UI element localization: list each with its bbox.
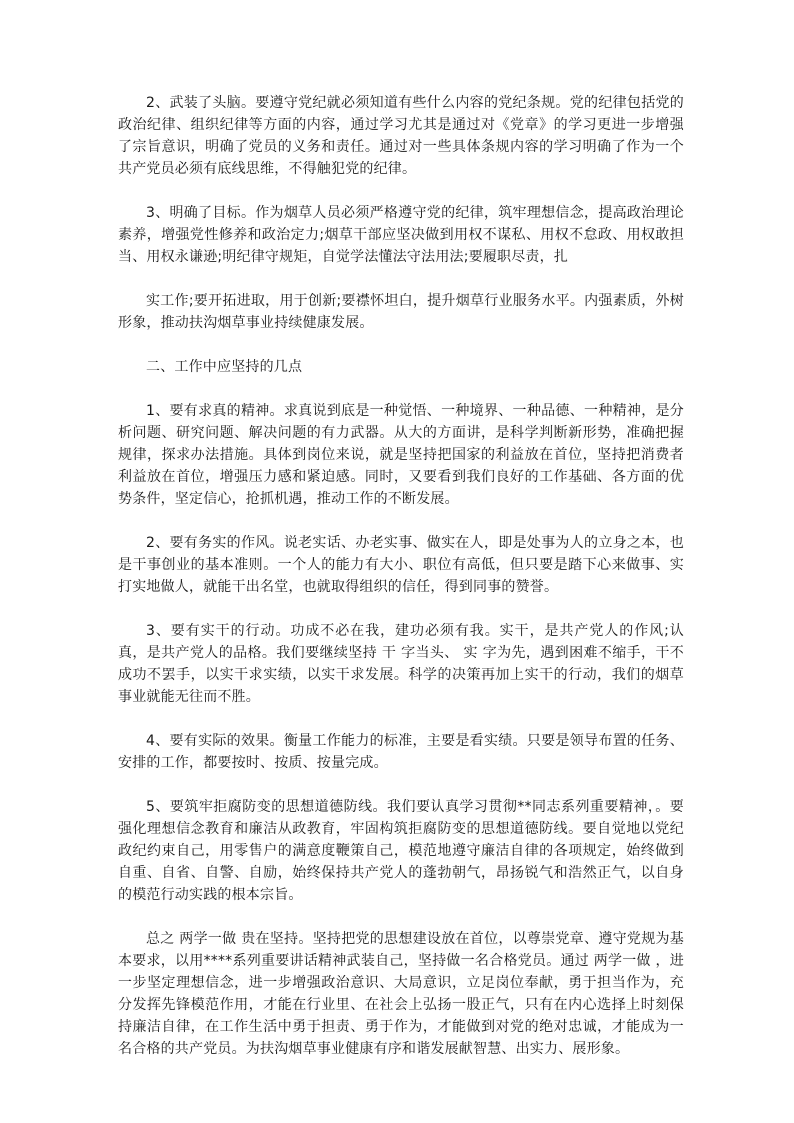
document-body <box>118 92 684 1060</box>
paragraph-armed-mind: 2、武装了头脑。要遵守党纪就必须知道有些什么内容的党纪条规。党的纪律包括党的政治纪律、组织纪律等方面的内容，通过学习尤其是通过对《党章》的学习更进一步增强了宗旨意识，明确了党员的义务和责任。通过对一些具体条规内容的学习明确了作为一个共产党员必须有底线思维，不得触犯党的纪律。 <box>118 95 684 177</box>
paragraph-conclusion: 总之 两学一做 贵在坚持。坚持把党的思想建设放在首位，以尊崇党章、遵守党规为基本要求，以用****系列重要讲话精神武装自己，坚持做一名合格党员。通过 两学一做 ，进一步坚定理想信念，进一步增强政治意识、大局意识，立足岗位奉献，勇于担当作为，充分发挥先锋模范作用，才能在行业里、在社会上弘扬一股正气，只有在内心选择上时刻保持廉洁自律，在工作生活中勇于担责、勇于作为，才能做到对党的绝对忠诚，才能成为一名合格的共产党员。为扶沟烟草事业健康有序和谐发展献智慧、出实力、展形象。 <box>118 931 684 1057</box>
paragraph-continuation: 实工作;要开拓进取，用于创新;要襟怀坦白，提升烟草行业服务水平。内强素质，外树形象，推动扶沟烟草事业持续健康发展。 <box>118 293 684 331</box>
section-heading: 二、工作中应坚持的几点 <box>146 359 303 375</box>
paragraph-gap <box>118 268 684 290</box>
paragraph-actual-results: 4、要有实际的效果。衡量工作能力的标准，主要是看实绩。只要是领导布置的任务、安排的工作，都要按时、按质、按量完成。 <box>118 733 684 771</box>
paragraph-gap <box>118 708 684 730</box>
paragraph-clear-goal: 3、明确了目标。作为烟草人员必须严格遵守党的纪律，筑牢理想信念，提高政治理论素养，增强党性修养和政治定力;烟草干部应坚决做到用权不谋私、用权不怠政、用权敢担当、用权永谦逊;明纪律守规矩，自觉学法懂法守法用法;要履职尽责，扎 <box>118 205 684 265</box>
paragraph-gap <box>118 774 684 796</box>
paragraph-gap <box>118 180 684 202</box>
paragraph-truth-seeking: 1、要有求真的精神。求真说到底是一种觉悟、一种境界、一种品德、一种精神，是分析问题、研究问题、解决问题的有力武器。从大的方面讲，是科学判断新形势，准确把握规律，探求办法措施。具体到岗位来说，就是坚持把国家的利益放在首位，坚持把消费者利益放在首位，增强压力感和紧迫感。同时，又要看到我们良好的工作基础、各方面的优势条件，坚定信心，抢抓机遇，推动工作的不断发展。 <box>118 403 684 507</box>
paragraph-practical-action: 3、要有实干的行动。功成不必在我，建功必须有我。实干，是共产党人的作风;认真，是共产党人的品格。我们要继续坚持 干 字当头、 实 字为先，遇到困难不缩手，干不成功不罢手，以实干求实绩，以实干求发展。科学的决策再加上实干的行动，我们的烟草事业就能无往而不胜。 <box>118 623 684 705</box>
paragraph-gap <box>118 378 684 400</box>
paragraph-gap <box>118 598 684 620</box>
paragraph-anti-corruption: 5、要筑牢拒腐防变的思想道德防线。我们要认真学习贯彻**同志系列重要精神，。要强化理想信念教育和廉洁从政教育，牢固构筑拒腐防变的思想道德防线。要自觉地以党纪政纪约束自己，用零售户的满意度鞭策自己，模范地遵守廉洁自律的各项规定，始终做到自重、自省、自警、自励，始终保持共产党人的蓬勃朝气，昂扬锐气和浩然正气，以自身的模范行动实践的根本宗旨。 <box>118 799 684 903</box>
paragraph-gap <box>118 510 684 532</box>
paragraph-pragmatic-style: 2、要有务实的作风。说老实话、办老实事、做实在人，即是处事为人的立身之本，也是干事创业的基本准则。一个人的能力有大小、职位有高低，但只要是踏下心来做事、实打实地做人，就能干出名堂，也就取得组织的信任，得到同事的赞誉。 <box>118 535 684 595</box>
paragraph-gap <box>118 334 684 356</box>
paragraph-gap <box>118 906 684 928</box>
